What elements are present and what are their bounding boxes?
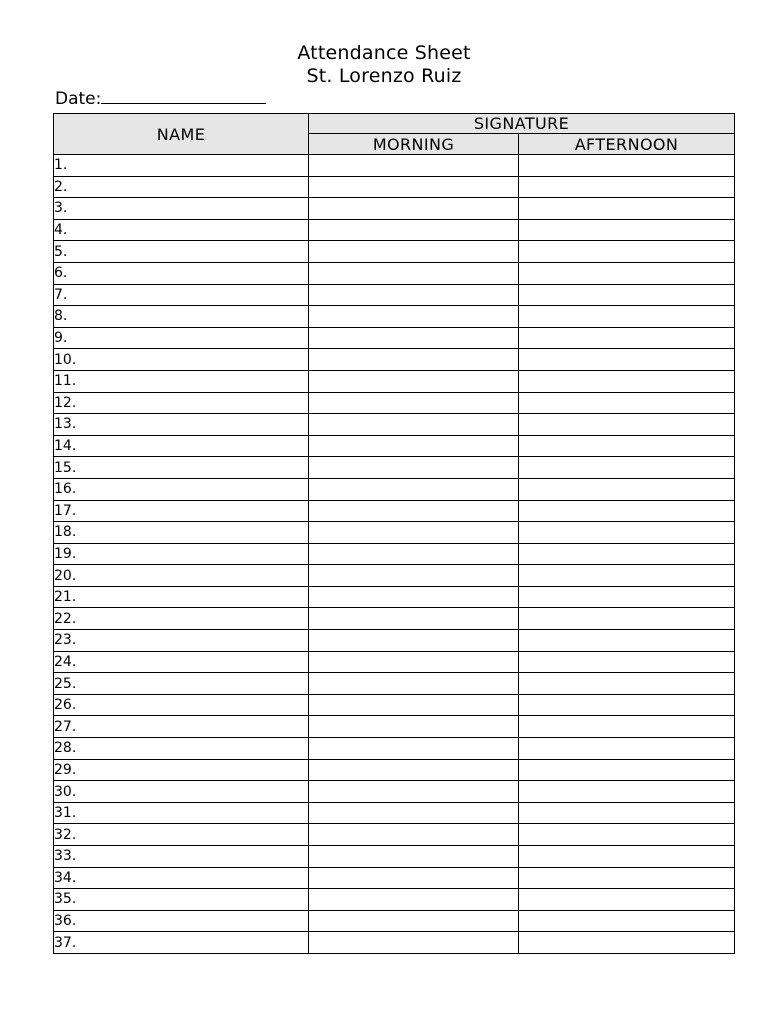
name-cell[interactable]: 34. (54, 867, 309, 889)
name-cell[interactable]: 6. (54, 262, 309, 284)
date-row (55, 88, 266, 110)
afternoon-signature-cell[interactable] (519, 694, 735, 716)
afternoon-signature-cell[interactable] (519, 219, 735, 241)
afternoon-signature-cell[interactable] (519, 759, 735, 781)
table-row (54, 435, 735, 457)
table-row (54, 716, 735, 738)
name-cell[interactable]: 10. (54, 349, 309, 371)
morning-signature-cell[interactable] (309, 543, 519, 565)
morning-signature-cell[interactable] (309, 694, 519, 716)
name-cell[interactable]: 2. (54, 176, 309, 198)
name-cell[interactable]: 36. (54, 910, 309, 932)
table-row (54, 327, 735, 349)
morning-signature-cell[interactable] (309, 716, 519, 738)
afternoon-signature-cell[interactable] (519, 543, 735, 565)
afternoon-signature-cell[interactable] (519, 608, 735, 630)
afternoon-signature-cell[interactable] (519, 867, 735, 889)
name-cell[interactable]: 5. (54, 241, 309, 263)
morning-signature-cell[interactable] (309, 565, 519, 587)
table-row (54, 478, 735, 500)
name-cell[interactable]: 14. (54, 435, 309, 457)
name-cell[interactable]: 11. (54, 370, 309, 392)
name-cell[interactable]: 12. (54, 392, 309, 414)
afternoon-signature-cell[interactable] (519, 846, 735, 868)
name-cell[interactable]: 24. (54, 651, 309, 673)
afternoon-signature-cell[interactable] (519, 241, 735, 263)
afternoon-signature-cell[interactable] (519, 262, 735, 284)
morning-signature-cell[interactable] (309, 176, 519, 198)
afternoon-signature-cell[interactable] (519, 565, 735, 587)
attendance-table (53, 113, 735, 954)
morning-signature-cell[interactable] (309, 738, 519, 760)
table-row (54, 262, 735, 284)
table-row (54, 932, 735, 954)
table-row (54, 500, 735, 522)
morning-signature-cell[interactable] (309, 781, 519, 803)
morning-signature-cell[interactable] (309, 306, 519, 328)
afternoon-signature-cell[interactable] (519, 457, 735, 479)
morning-signature-cell[interactable] (309, 457, 519, 479)
date-label: Date: (55, 89, 102, 109)
name-cell[interactable]: 35. (54, 889, 309, 911)
afternoon-signature-cell[interactable] (519, 738, 735, 760)
table-row (54, 392, 735, 414)
name-cell[interactable]: 22. (54, 608, 309, 630)
table-row (54, 630, 735, 652)
name-cell[interactable]: 26. (54, 694, 309, 716)
afternoon-signature-cell[interactable] (519, 651, 735, 673)
table-row (54, 306, 735, 328)
morning-signature-cell[interactable] (309, 846, 519, 868)
name-cell[interactable]: 7. (54, 284, 309, 306)
afternoon-signature-cell[interactable] (519, 500, 735, 522)
morning-signature-cell[interactable] (309, 392, 519, 414)
name-cell[interactable]: 16. (54, 478, 309, 500)
afternoon-signature-cell[interactable] (519, 932, 735, 954)
table-row (54, 543, 735, 565)
table-row (54, 522, 735, 544)
table-row (54, 565, 735, 587)
morning-signature-cell[interactable] (309, 262, 519, 284)
morning-signature-cell[interactable] (309, 651, 519, 673)
morning-signature-cell[interactable] (309, 630, 519, 652)
afternoon-signature-cell[interactable] (519, 327, 735, 349)
table-row (54, 824, 735, 846)
table-row (54, 846, 735, 868)
table-row (54, 370, 735, 392)
table-row (54, 198, 735, 220)
morning-signature-cell[interactable] (309, 241, 519, 263)
name-cell[interactable]: 15. (54, 457, 309, 479)
afternoon-signature-cell[interactable] (519, 781, 735, 803)
morning-signature-cell[interactable] (309, 284, 519, 306)
table-row (54, 608, 735, 630)
afternoon-signature-cell[interactable] (519, 284, 735, 306)
table-row (54, 694, 735, 716)
afternoon-signature-cell[interactable] (519, 630, 735, 652)
morning-signature-cell[interactable] (309, 435, 519, 457)
table-row (54, 457, 735, 479)
afternoon-signature-cell[interactable] (519, 716, 735, 738)
morning-signature-cell[interactable] (309, 478, 519, 500)
afternoon-signature-cell[interactable] (519, 349, 735, 371)
name-cell[interactable]: 9. (54, 327, 309, 349)
morning-signature-cell[interactable] (309, 608, 519, 630)
name-cell[interactable]: 17. (54, 500, 309, 522)
sheet-subtitle: St. Lorenzo Ruiz (306, 65, 462, 87)
name-column-header: NAME (54, 114, 309, 155)
table-row (54, 241, 735, 263)
signature-column-header: SIGNATURE (309, 114, 735, 134)
name-cell[interactable]: 20. (54, 565, 309, 587)
afternoon-signature-cell[interactable] (519, 478, 735, 500)
name-cell[interactable]: 28. (54, 738, 309, 760)
name-cell[interactable]: 21. (54, 586, 309, 608)
morning-column-header: MORNING (309, 134, 519, 155)
name-cell[interactable]: 30. (54, 781, 309, 803)
afternoon-signature-cell[interactable] (519, 824, 735, 846)
name-cell[interactable]: 23. (54, 630, 309, 652)
morning-signature-cell[interactable] (309, 327, 519, 349)
table-row (54, 349, 735, 371)
name-cell[interactable]: 29. (54, 759, 309, 781)
table-row (54, 802, 735, 824)
table-row (54, 867, 735, 889)
name-cell[interactable]: 32. (54, 824, 309, 846)
afternoon-signature-cell[interactable] (519, 414, 735, 436)
morning-signature-cell[interactable] (309, 824, 519, 846)
afternoon-signature-cell[interactable] (519, 673, 735, 695)
morning-signature-cell[interactable] (309, 759, 519, 781)
morning-signature-cell[interactable] (309, 910, 519, 932)
name-cell[interactable]: 37. (54, 932, 309, 954)
morning-signature-cell[interactable] (309, 500, 519, 522)
table-row (54, 219, 735, 241)
morning-signature-cell[interactable] (309, 932, 519, 954)
morning-signature-cell[interactable] (309, 867, 519, 889)
afternoon-signature-cell[interactable] (519, 889, 735, 911)
table-row (54, 910, 735, 932)
name-cell[interactable]: 1. (54, 155, 309, 177)
morning-signature-cell[interactable] (309, 155, 519, 177)
afternoon-signature-cell[interactable] (519, 586, 735, 608)
afternoon-signature-cell[interactable] (519, 392, 735, 414)
table-row (54, 414, 735, 436)
table-row (54, 759, 735, 781)
morning-signature-cell[interactable] (309, 349, 519, 371)
name-cell[interactable]: 25. (54, 673, 309, 695)
attendance-rows (54, 155, 735, 954)
name-cell[interactable]: 13. (54, 414, 309, 436)
name-cell[interactable]: 27. (54, 716, 309, 738)
afternoon-signature-cell[interactable] (519, 306, 735, 328)
name-cell[interactable]: 18. (54, 522, 309, 544)
table-row (54, 586, 735, 608)
morning-signature-cell[interactable] (309, 370, 519, 392)
table-row (54, 176, 735, 198)
morning-signature-cell[interactable] (309, 889, 519, 911)
afternoon-signature-cell[interactable] (519, 435, 735, 457)
afternoon-signature-cell[interactable] (519, 155, 735, 177)
table-row (54, 889, 735, 911)
table-row (54, 284, 735, 306)
afternoon-column-header: AFTERNOON (519, 134, 735, 155)
title-block (0, 42, 768, 88)
morning-signature-cell[interactable] (309, 522, 519, 544)
table-row (54, 155, 735, 177)
afternoon-signature-cell[interactable] (519, 370, 735, 392)
name-cell[interactable]: 33. (54, 846, 309, 868)
table-row (54, 673, 735, 695)
morning-signature-cell[interactable] (309, 414, 519, 436)
table-row (54, 651, 735, 673)
name-cell[interactable]: 8. (54, 306, 309, 328)
afternoon-signature-cell[interactable] (519, 176, 735, 198)
table-row (54, 738, 735, 760)
morning-signature-cell[interactable] (309, 586, 519, 608)
afternoon-signature-cell[interactable] (519, 910, 735, 932)
afternoon-signature-cell[interactable] (519, 198, 735, 220)
morning-signature-cell[interactable] (309, 219, 519, 241)
name-cell[interactable]: 31. (54, 802, 309, 824)
afternoon-signature-cell[interactable] (519, 522, 735, 544)
name-cell[interactable]: 3. (54, 198, 309, 220)
name-cell[interactable]: 4. (54, 219, 309, 241)
afternoon-signature-cell[interactable] (519, 802, 735, 824)
morning-signature-cell[interactable] (309, 198, 519, 220)
morning-signature-cell[interactable] (309, 673, 519, 695)
name-cell[interactable]: 19. (54, 543, 309, 565)
date-blank-line[interactable] (101, 88, 266, 104)
sheet-title: Attendance Sheet (297, 42, 471, 64)
morning-signature-cell[interactable] (309, 802, 519, 824)
table-row (54, 781, 735, 803)
